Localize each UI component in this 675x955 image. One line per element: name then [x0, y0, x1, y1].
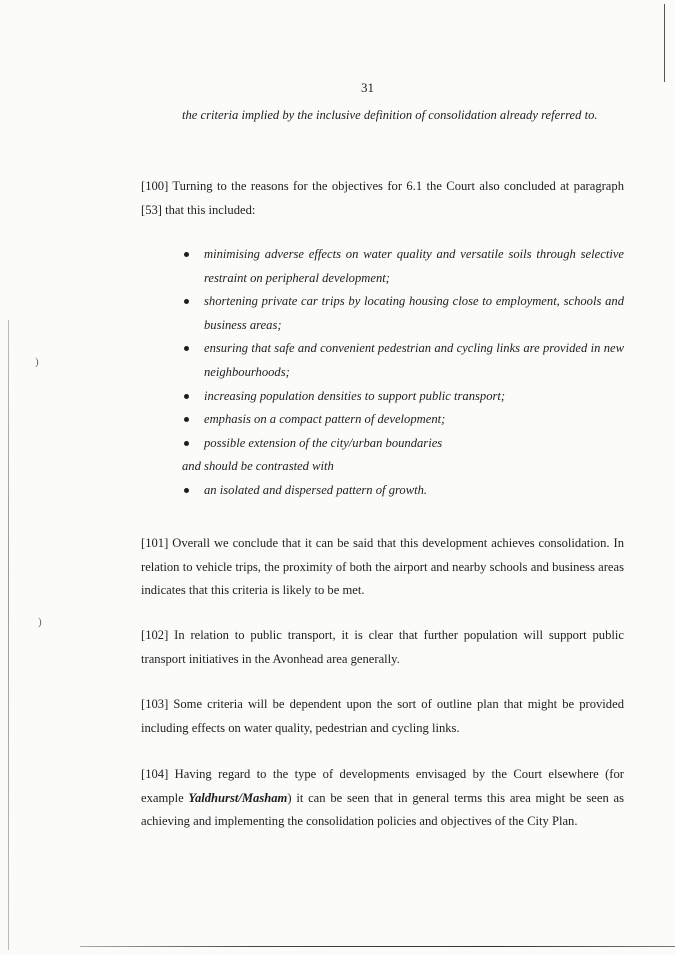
contrast-line: and should be contrasted with [182, 459, 334, 474]
case-name: Yaldhurst/Masham [188, 790, 288, 805]
continuation-text: the criteria implied by the inclusive definition of consolidation already referred to. [182, 108, 598, 122]
list-item: shortening private car trips by locating housing close to employment, schools and business areas; [182, 290, 624, 337]
objectives-list [182, 243, 624, 503]
list-item: minimising adverse effects on water quality and versatile soils through selective restraint on peripheral development; [182, 243, 624, 290]
list-item: increasing population densities to support public transport; [182, 385, 624, 409]
list-item: possible extension of the city/urban boundaries [182, 432, 624, 456]
scan-line-left [8, 320, 9, 950]
paragraph-104-text: ) it can be seen that in general terms this area might be seen as achieving and implementing the consolidation policies and objectives of the City Plan. [141, 790, 624, 829]
paragraph-104-text: [104] Having regard to the type of developments envisaged by the Court elsewhere (for example [141, 767, 624, 805]
paragraph-101: [101] Overall we conclude that it can be said that this development achieves consolidation. In relation to vehicle trips, the proximity of both the airport and nearby schools and business areas indicates that this criteria is likely to be met. [141, 536, 624, 598]
paragraph-100: [100] Turning to the reasons for the objectives for 6.1 the Court also concluded at paragraph [53] that this included: [141, 179, 624, 217]
paragraph-102: [102] In relation to public transport, it is clear that further population will support public transport initiatives in the Avonhead area generally. [141, 628, 624, 666]
scan-line-bottom [80, 946, 675, 947]
margin-mark: ) [38, 616, 42, 628]
paragraph-103: [103] Some criteria will be dependent upon the sort of outline plan that might be provided including effects on water quality, pedestrian and cycling links. [141, 697, 624, 735]
margin-mark: ) [35, 356, 39, 368]
scan-line-right [664, 4, 665, 82]
page-number: 31 [361, 80, 374, 95]
list-item: emphasis on a compact pattern of development; [182, 408, 624, 432]
list-item: ensuring that safe and convenient pedestrian and cycling links are provided in new neighbourhoods; [182, 337, 624, 384]
list-item: an isolated and dispersed pattern of growth. [182, 479, 624, 503]
paragraph-104 [141, 763, 624, 834]
